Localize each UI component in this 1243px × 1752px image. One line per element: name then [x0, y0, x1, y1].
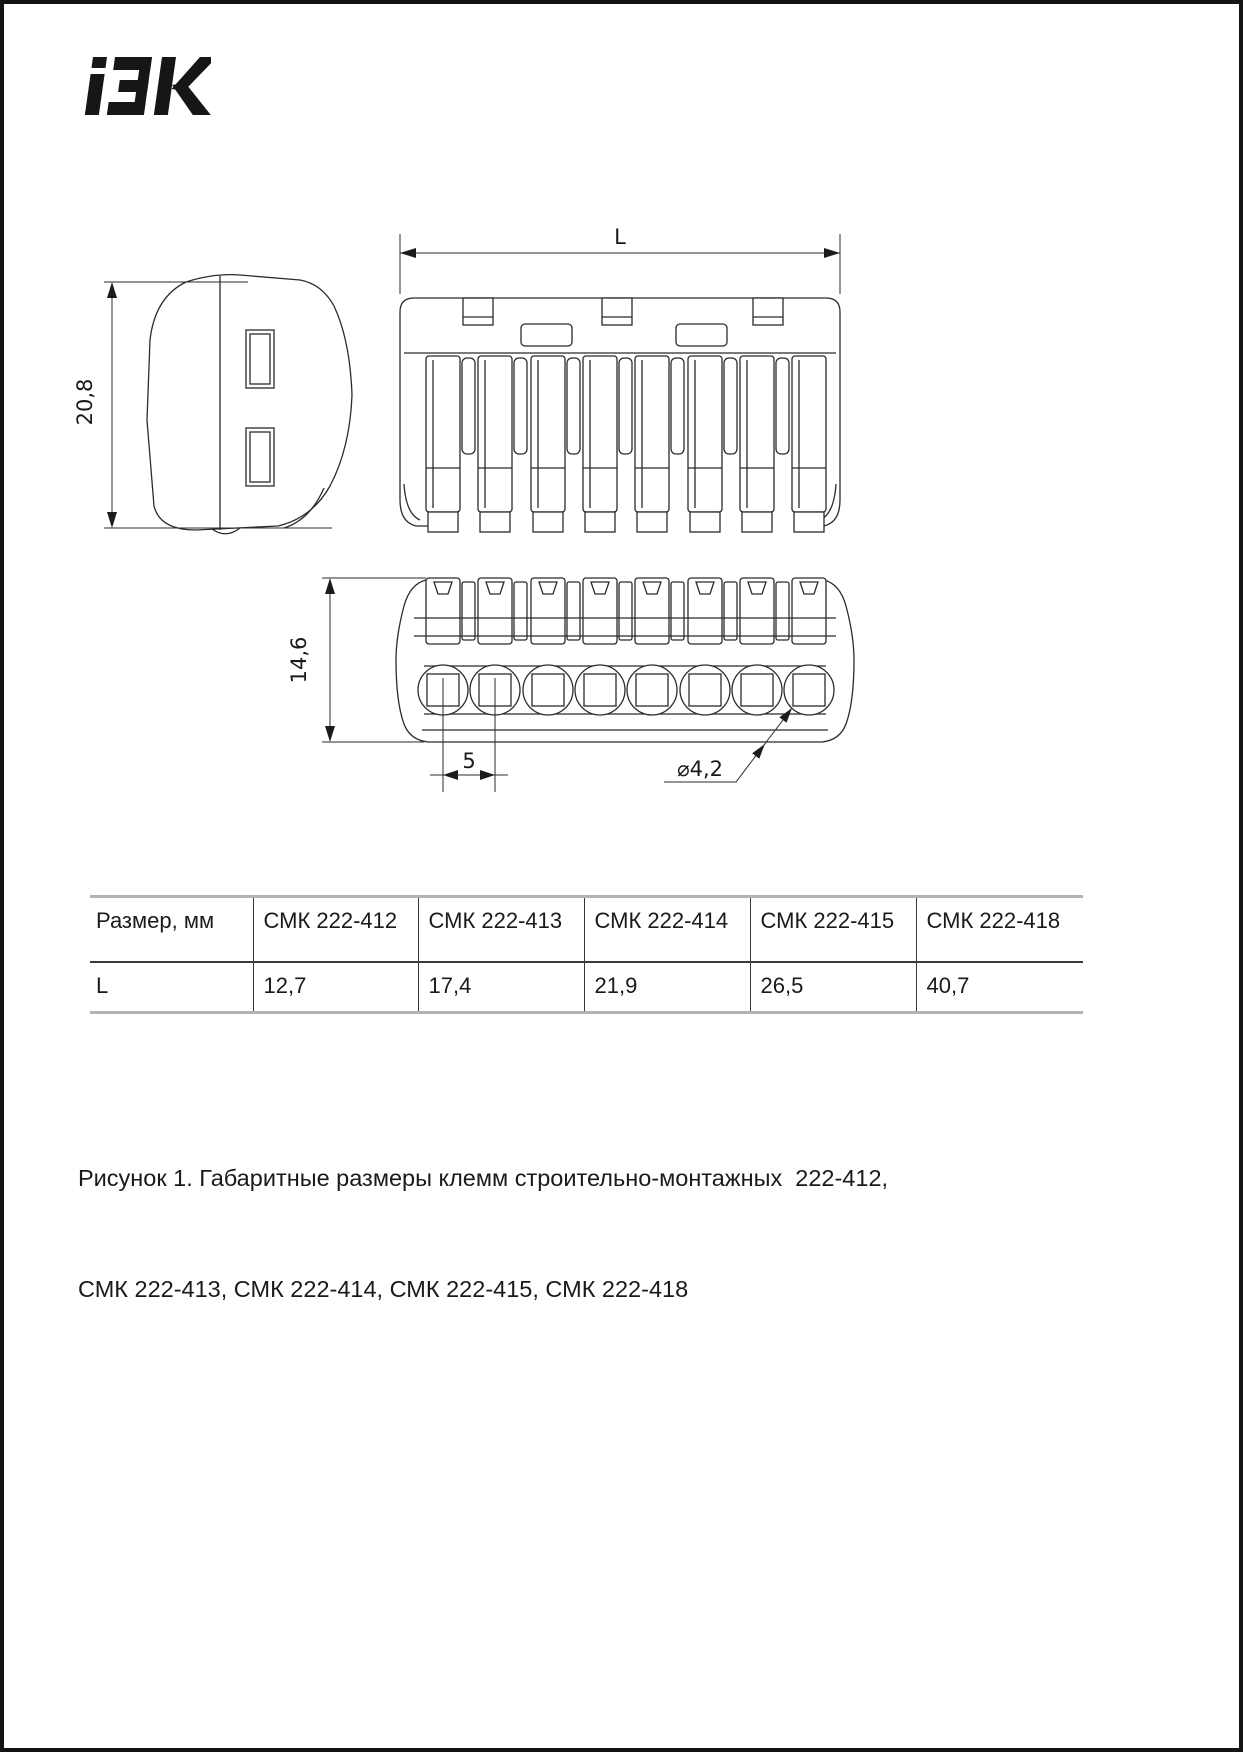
- dim-label-L: L: [614, 225, 626, 249]
- table-header-smk-222-414: СМК 222-414: [584, 897, 750, 963]
- table-cell-415-L: 26,5: [750, 962, 916, 1013]
- side-view: [73, 275, 352, 534]
- front-holes: [418, 665, 834, 715]
- table-row-L: [90, 962, 1083, 1013]
- table-cell-414-L: 21,9: [584, 962, 750, 1013]
- dimension-diameter: [664, 708, 792, 782]
- table-header-row: [90, 897, 1083, 963]
- figure-caption: [78, 1086, 1058, 1382]
- top-levers: [426, 356, 826, 532]
- front-levers: [414, 578, 836, 644]
- table-header-smk-222-418: СМК 222-418: [916, 897, 1083, 963]
- table-header-smk-222-413: СМК 222-413: [418, 897, 584, 963]
- dim-label-diameter: ⌀4,2: [676, 757, 724, 781]
- top-windows: [521, 324, 727, 346]
- front-view: [287, 578, 854, 792]
- dimensions-table: [90, 895, 1083, 1014]
- figure-caption-line2: СМК 222-413, СМК 222-414, СМК 222-415, СМК 222-418: [78, 1276, 689, 1302]
- logo-i-stem: [85, 74, 105, 115]
- table-cell-413-L: 17,4: [418, 962, 584, 1013]
- top-view: [400, 225, 840, 532]
- table-header-smk-222-412: СМК 222-412: [253, 897, 418, 963]
- dimension-L: [400, 225, 840, 294]
- table-cell-418-L: 40,7: [916, 962, 1083, 1013]
- side-slot-upper: [246, 330, 274, 388]
- dim-label-5: 5: [462, 749, 476, 773]
- dim-label-20-8: 20,8: [73, 378, 97, 426]
- table-cell-size-name: L: [96, 973, 109, 998]
- logo-k: [154, 57, 211, 115]
- dimension-drawing: [0, 190, 1243, 810]
- side-slot-lower: [246, 428, 274, 486]
- top-tabs: [463, 298, 783, 325]
- table-header-size: Размер, мм: [96, 908, 215, 933]
- logo-i-dot: [91, 57, 107, 68]
- table-header-smk-222-415: СМК 222-415: [750, 897, 916, 963]
- logo-e: [107, 57, 152, 115]
- iek-logo: [83, 57, 211, 117]
- table-cell-412-L: 12,7: [253, 962, 418, 1013]
- figure-caption-line1: Рисунок 1. Габаритные размеры клемм строительно-монтажных 222-412,: [78, 1165, 889, 1191]
- dim-label-14-6: 14,6: [287, 636, 311, 684]
